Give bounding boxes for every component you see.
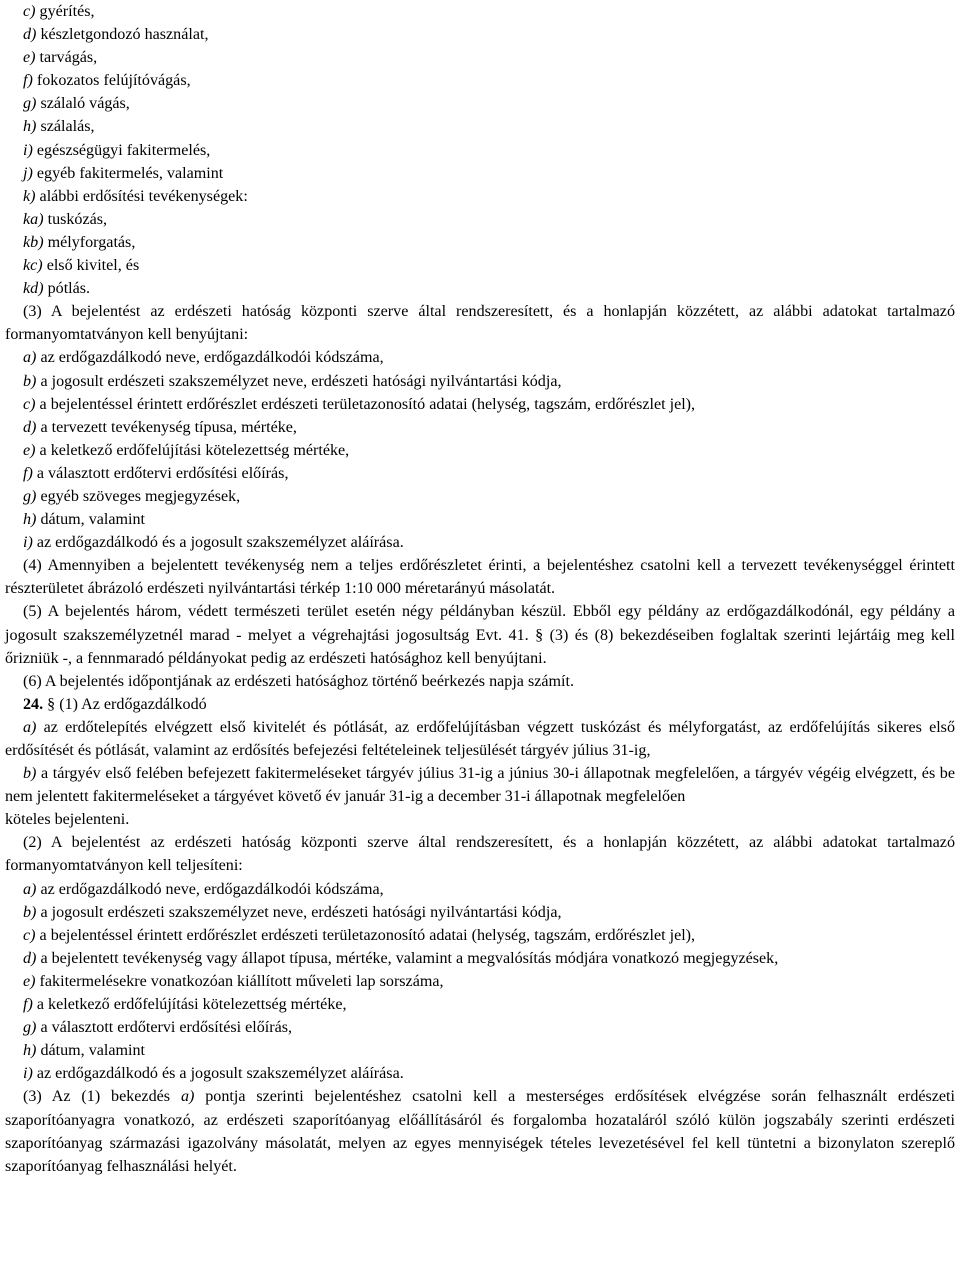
report-data-list <box>5 878 955 1086</box>
item-label: f) <box>23 72 33 90</box>
item-text: a bejelentéssel érintett erdőrészlet erdészeti területazonosító adatai (helység, tagszám, erdőrészlet jel), <box>39 395 696 413</box>
item-text: a választott erdőtervi erdősítési előírás, <box>36 464 289 482</box>
section-24-closing: köteles bejelenteni. <box>5 811 130 829</box>
list-item <box>5 947 955 970</box>
activity-list <box>5 0 955 300</box>
item-label: c) <box>23 3 36 20</box>
list-item <box>5 346 955 369</box>
item-text: az erdőgazdálkodó neve, erdőgazdálkodói kódszáma, <box>40 880 384 898</box>
item-label: f) <box>23 996 33 1014</box>
list-item <box>5 1062 955 1085</box>
list-item <box>5 139 955 162</box>
list-item <box>5 485 955 508</box>
item-text: egyéb fakitermelés, valamint <box>36 164 224 182</box>
list-item <box>5 115 955 138</box>
item-label: j) <box>23 164 33 182</box>
list-item <box>5 46 955 69</box>
item-text: készletgondozó használat, <box>40 26 209 44</box>
item-label: i) <box>23 534 33 552</box>
list-item <box>5 439 955 462</box>
list-item <box>5 878 955 901</box>
paragraph-24-3 <box>5 1085 955 1177</box>
item-text: gyérítés, <box>39 3 95 20</box>
list-item <box>5 1016 955 1039</box>
item-text: első kivitel, és <box>46 257 140 275</box>
item-text: a bejelentett tevékenység vagy állapot típusa, mértéke, valamint a megvalósítás módjára vonatkozó megjegyzések, <box>40 949 779 967</box>
paragraph-text-pre: (3) Az (1) bekezdés <box>23 1088 171 1106</box>
list-item <box>5 277 955 300</box>
list-item <box>5 393 955 416</box>
item-text: a jogosult erdészeti szakszemélyzet neve, erdészeti hatósági nyilvántartási kódja, <box>40 372 562 390</box>
item-label: i) <box>23 1065 33 1083</box>
list-item <box>5 1039 955 1062</box>
item-text: dátum, valamint <box>40 511 146 529</box>
item-text: a tervezett tevékenység típusa, mértéke, <box>40 418 297 436</box>
item-label: h) <box>23 511 37 529</box>
list-item <box>5 508 955 531</box>
item-text: fokozatos felújítóvágás, <box>36 72 191 90</box>
item-label: a) <box>180 1088 195 1106</box>
paragraph-text: (3) A bejelentést az erdészeti hatóság központi szerve által rendszeresített, és a honlapján közzétett, az alábbi adatokat tartalmazó formanyomtatványon kell benyújtani: <box>5 303 955 344</box>
item-text: egészségügyi fakitermelés, <box>36 141 211 159</box>
list-item <box>5 462 955 485</box>
list-item <box>5 69 955 92</box>
list-item <box>5 208 955 231</box>
paragraph-text: (4) Amennyiben a bejelentett tevékenység nem a teljes erdőrészletet érinti, a bejelentéshez csatolni kell a tervezett tevékenységgel érintett részterületet ábrázoló erdészeti nyilvántartási térkép 1:10 000 méretarányú másolatát. <box>5 557 955 598</box>
paragraph-text-post: pontja szerinti bejelentéshez csatolni kell a mesterséges erdősítések elvégzése során felhasznált erdészeti szaporítóanyagra vonatkozó, az erdészeti szaporítóanyag előállításáról és forgalomba hozataláról szóló külön jogszabály szerinti erdészeti szaporítóanyag származási igazolvány másolatát, melyen az egyes mennyiségek tételes levezetésével fel kell tüntetni a bizonylaton szereplő szaporítóanyag felhasználási helyét. <box>5 1088 955 1175</box>
paragraph-text: (5) A bejelentés három, védett természeti terület esetén négy példányban készül. Ebből egy példány az erdőgazdálkodónál, egy példány a jogosult szakszemélyzetnél marad - melyet a végrehajtási jogosultság Evt. 41. § (3) és (8) bekezdéseiben foglaltak szerinti lejártáig meg kell őrizniük -, a fennmaradó példányokat pedig az erdészeti hatósághoz kell benyújtani. <box>5 603 955 667</box>
item-text: az erdőgazdálkodó és a jogosult szakszemélyzet aláírása. <box>36 1065 404 1083</box>
item-text: a jogosult erdészeti szakszemélyzet neve, erdészeti hatósági nyilvántartási kódja, <box>40 903 562 921</box>
paragraph-5 <box>5 600 955 669</box>
item-text: az erdőtelepítés elvégzett első kivitelét és pótlását, az erdőfelújításban végzett tuskózást és mélyforgatást, az erdőfelújítás sikeres első erdősítését és pótlását, valamint az erdősítés befejezési feltételeinek teljesülését tárgyév július 31-ig, <box>5 718 955 759</box>
item-label: b) <box>23 765 37 783</box>
section-heading-text: § (1) Az erdőgazdálkodó <box>47 695 207 713</box>
paragraph-text: (6) A bejelentés időpontjának az erdészeti hatósághoz történő beérkezés napja számít. <box>23 672 574 690</box>
item-label: a) <box>23 718 37 736</box>
section-number: 24. <box>23 695 44 713</box>
item-text: az erdőgazdálkodó és a jogosult szakszemélyzet aláírása. <box>36 534 404 552</box>
list-item <box>5 162 955 185</box>
item-text: tarvágás, <box>39 49 98 67</box>
item-text: az erdőgazdálkodó neve, erdőgazdálkodói kódszáma, <box>40 349 384 367</box>
section-24-heading <box>5 693 955 716</box>
section-24-item-a <box>5 716 955 762</box>
list-item <box>5 970 955 993</box>
item-label: kd) <box>23 280 44 298</box>
item-label: ka) <box>23 210 44 228</box>
list-item <box>5 416 955 439</box>
list-item <box>5 231 955 254</box>
item-text: a bejelentéssel érintett erdőrészlet erdészeti területazonosító adatai (helység, tagszám, erdőrészlet jel), <box>39 926 696 944</box>
item-text: a keletkező erdőfelújítási kötelezettség mértéke, <box>36 996 347 1014</box>
list-item <box>5 531 955 554</box>
item-text: tuskózás, <box>47 210 108 228</box>
paragraph-6 <box>5 670 955 693</box>
item-text: a választott erdőtervi erdősítési előírás, <box>40 1019 293 1037</box>
paragraph-text: (2) A bejelentést az erdészeti hatóság központi szerve által rendszeresített, és a honlapján közzétett, az alábbi adatokat tartalmazó formanyomtatványon kell teljesíteni: <box>5 834 955 875</box>
required-data-list <box>5 346 955 554</box>
item-label: h) <box>23 1042 37 1060</box>
list-item <box>5 901 955 924</box>
paragraph-24-2 <box>5 831 955 877</box>
item-label: kb) <box>23 233 44 251</box>
paragraph-3 <box>5 300 955 346</box>
item-text: szálaló vágás, <box>40 95 130 113</box>
list-item <box>5 370 955 393</box>
item-label: g) <box>23 1019 37 1037</box>
list-item <box>5 185 955 208</box>
item-label: h) <box>23 118 37 136</box>
list-item <box>5 254 955 277</box>
item-text: a keletkező erdőfelújítási kötelezettség mértéke, <box>39 441 350 459</box>
item-label: c) <box>23 926 36 944</box>
list-item <box>5 993 955 1016</box>
item-text: alábbi erdősítési tevékenységek: <box>39 187 248 205</box>
item-text: egyéb szöveges megjegyzések, <box>40 487 241 505</box>
item-label: b) <box>23 903 37 921</box>
item-label: e) <box>23 49 36 67</box>
list-item <box>5 924 955 947</box>
item-label: a) <box>23 349 37 367</box>
list-item <box>5 23 955 46</box>
item-label: d) <box>23 418 37 436</box>
list-item <box>5 92 955 115</box>
item-label: d) <box>23 949 37 967</box>
list-item <box>5 0 955 23</box>
item-text: fakitermelésekre vonatkozóan kiállított műveleti lap sorszáma, <box>39 972 444 990</box>
item-label: d) <box>23 26 37 44</box>
item-label: k) <box>23 187 36 205</box>
item-label: e) <box>23 441 36 459</box>
item-label: g) <box>23 487 37 505</box>
item-label: g) <box>23 95 37 113</box>
item-label: kc) <box>23 257 43 275</box>
item-label: e) <box>23 972 36 990</box>
section-24-item-b <box>5 762 955 808</box>
item-label: i) <box>23 141 33 159</box>
item-label: f) <box>23 464 33 482</box>
item-text: a tárgyév első felében befejezett fakitermeléseket tárgyév július 31-ig a június 30-i állapotnak megfelelően, a tárgyév végéig elvégzett, és be nem jelentett fakitermeléseket a tárgyévet követő év január 31-ig a december 31-i állapotnak megfelelően <box>5 765 955 806</box>
item-text: dátum, valamint <box>40 1042 146 1060</box>
item-text: szálalás, <box>40 118 95 136</box>
paragraph-4 <box>5 554 955 600</box>
item-label: c) <box>23 395 36 413</box>
item-text: pótlás. <box>47 280 91 298</box>
item-label: b) <box>23 372 37 390</box>
item-label: a) <box>23 880 37 898</box>
item-text: mélyforgatás, <box>47 233 136 251</box>
